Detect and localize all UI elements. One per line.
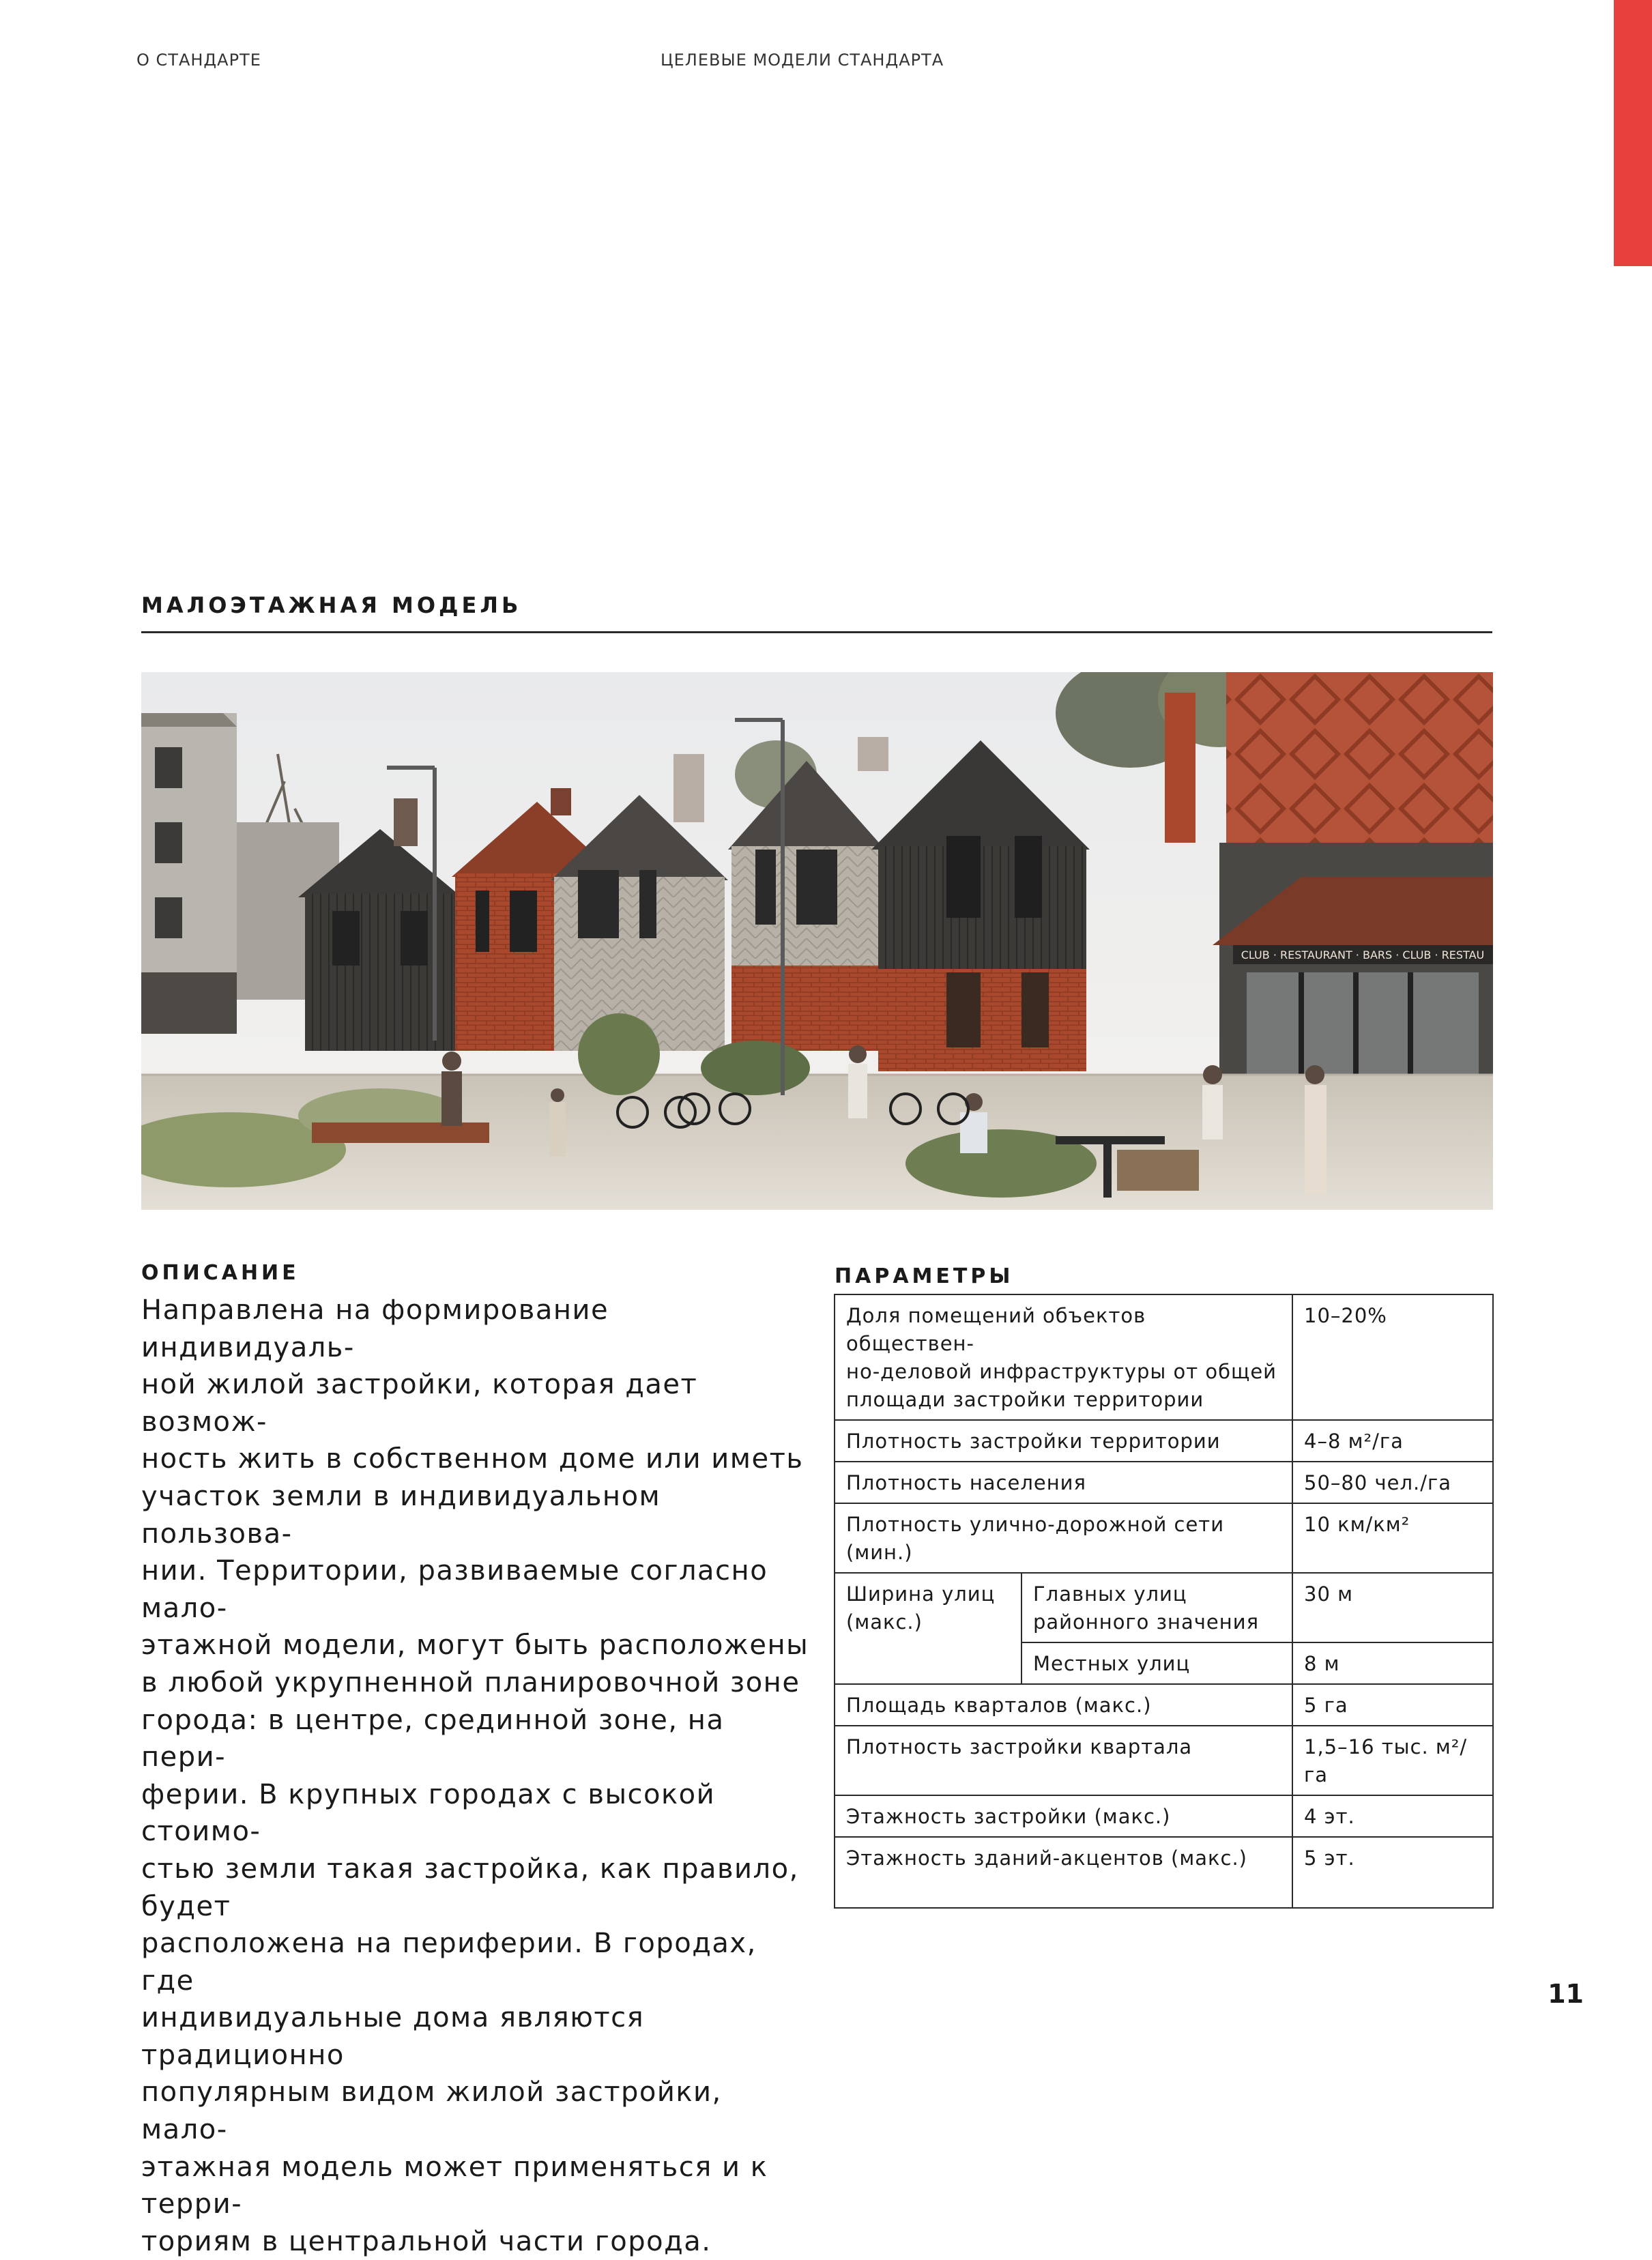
param-value: 4–8 м²/га: [1292, 1420, 1493, 1462]
table-row: [835, 1420, 1493, 1462]
param-label: Плотность улично-дорожной сети (мин.): [835, 1503, 1292, 1573]
lowrise-render-image: [141, 672, 1493, 1210]
param-value: 50–80 чел./га: [1292, 1462, 1493, 1503]
street-width-label: Ширина улиц (макс.): [835, 1573, 1021, 1684]
param-value: 5 эт.: [1292, 1837, 1493, 1908]
main-streets-label: Главных улиц районного значения: [1021, 1573, 1292, 1642]
param-value: 4 эт.: [1292, 1795, 1493, 1837]
running-header-center: ЦЕЛЕВЫЕ МОДЕЛИ СТАНДАРТА: [661, 50, 944, 70]
table-row: [835, 1294, 1493, 1420]
param-label: Площадь кварталов (макс.): [835, 1684, 1292, 1726]
param-label: Этажность застройки (макс.): [835, 1795, 1292, 1837]
param-value: 1,5–16 тыс. м²/га: [1292, 1726, 1493, 1795]
param-label: Доля помещений объектов обществен- но-деловой инфраструктуры от общей площади застройки территории: [835, 1294, 1292, 1420]
table-row: [835, 1726, 1493, 1795]
running-header-left: О СТАНДАРТЕ: [136, 50, 261, 70]
param-label: Плотность застройки квартала: [835, 1726, 1292, 1795]
table-row: [835, 1684, 1493, 1726]
table-row: [835, 1462, 1493, 1503]
table-row: [835, 1795, 1493, 1837]
param-label: Плотность населения: [835, 1462, 1292, 1503]
table-row: [835, 1503, 1493, 1573]
restaurant-sign: CLUB · RESTAURANT · BARS · CLUB · RESTAU: [1241, 948, 1485, 961]
parameters-table: [834, 1294, 1494, 1909]
param-value: 10–20%: [1292, 1294, 1493, 1420]
description-heading: ОПИСАНИЕ: [141, 1261, 300, 1285]
local-streets-label: Местных улиц: [1021, 1642, 1292, 1684]
parameters-heading: ПАРАМЕТРЫ: [835, 1264, 1014, 1288]
main-streets-value: 30 м: [1292, 1573, 1493, 1642]
section-title: МАЛОЭТАЖНАЯ МОДЕЛЬ: [141, 592, 522, 618]
param-label: Плотность застройки территории: [835, 1420, 1292, 1462]
section-tab-marker: [1614, 0, 1652, 266]
description-text: Направлена на формирование индивидуаль- ной жилой застройки, которая дает возмож- ность жить в собственном доме или иметь участок земли в индивидуальном пользова- нии. Территории, развиваемые согласно мало- этажной модели, могут быть расположены в любой укрупненной планировочной зоне города: в центре, срединной зоне, на пери- ферии. В крупных городах с высокой стоимо- стью земли такая застройка, как правило, будет расположена на периферии. В городах, где индивидуальные дома являются традиционно популярным видом жилой застройки, мало- этажная модель может применяться и к терри- ториям в центральной части города.: [141, 1294, 809, 2257]
param-value: 10 км/км²: [1292, 1503, 1493, 1573]
page-number: 11: [1548, 1979, 1584, 2009]
title-rule: [141, 631, 1492, 633]
local-streets-value: 8 м: [1292, 1642, 1493, 1684]
param-value: 5 га: [1292, 1684, 1493, 1726]
param-label: Этажность зданий-акцентов (макс.): [835, 1837, 1292, 1908]
table-row: [835, 1573, 1493, 1642]
table-row: [835, 1837, 1493, 1908]
